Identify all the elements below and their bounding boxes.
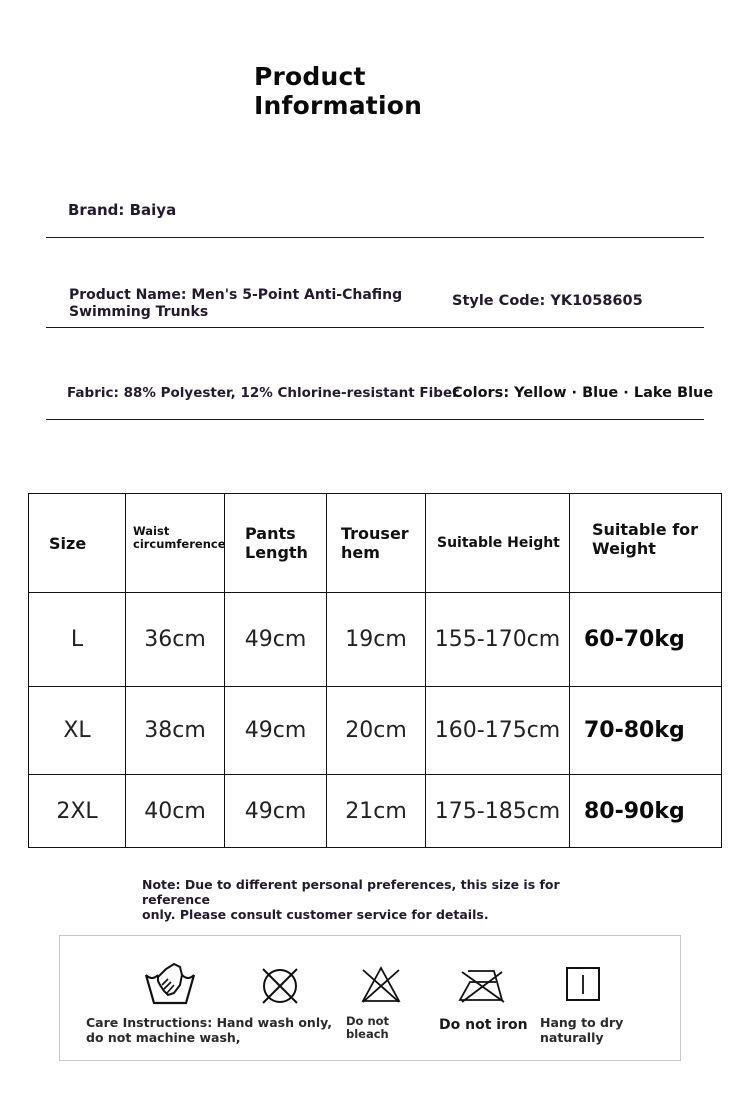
cell-hem: 21cm [327, 775, 426, 848]
title-line-1: Product [254, 62, 366, 91]
care-label-hand-wash: Care Instructions: Hand wash only, do not machine wash, [86, 1015, 333, 1045]
cell-weight: 70-80kg [570, 687, 722, 775]
title-line-2: Information [254, 91, 423, 120]
header-size: Size [29, 494, 126, 593]
care-label-iron: Do not iron [439, 1017, 528, 1033]
cell-size: 2XL [29, 775, 126, 848]
header-suitable-height: Suitable Height [426, 494, 570, 593]
do-not-tumble-dry-icon [260, 966, 300, 1006]
size-chart-table [28, 493, 722, 848]
product-name-line-2: Swimming Trunks [69, 304, 209, 320]
cell-weight: 80-90kg [570, 775, 722, 848]
colors-text: Colors: Yellow · Blue · Lake Blue [452, 385, 714, 401]
size-note: Note: Due to different personal preferences, this size is for reference only. Please consult customer service for details. [142, 877, 560, 922]
fabric-text: Fabric: 88% Polyester, 12% Chlorine-resistant Fiber [67, 385, 459, 401]
table-row [29, 687, 722, 775]
table-row [29, 775, 722, 848]
page-title [254, 62, 422, 120]
table-row [29, 593, 722, 687]
cell-weight: 60-70kg [570, 593, 722, 687]
divider [46, 327, 704, 328]
divider [46, 419, 704, 420]
care-label-bleach: Do not bleach [346, 1014, 390, 1041]
product-name-text [69, 287, 402, 321]
cell-length: 49cm [225, 687, 327, 775]
do-not-bleach-icon [360, 966, 402, 1004]
header-pants-length: Pants Length [225, 494, 327, 593]
style-code-text: Style Code: YK1058605 [452, 293, 643, 309]
do-not-iron-icon [458, 968, 506, 1004]
cell-waist: 38cm [126, 687, 225, 775]
table-header-row [29, 494, 722, 593]
hang-dry-icon [565, 966, 601, 1002]
care-instructions-box [59, 935, 681, 1061]
cell-height: 160-175cm [426, 687, 570, 775]
cell-waist: 36cm [126, 593, 225, 687]
divider [46, 237, 704, 238]
cell-height: 175-185cm [426, 775, 570, 848]
cell-hem: 19cm [327, 593, 426, 687]
header-trouser-hem: Trouser hem [327, 494, 426, 593]
cell-size: L [29, 593, 126, 687]
care-label-hang-dry: Hang to dry naturally [540, 1015, 624, 1045]
cell-size: XL [29, 687, 126, 775]
cell-length: 49cm [225, 593, 327, 687]
cell-hem: 20cm [327, 687, 426, 775]
hand-wash-icon [144, 963, 196, 1005]
cell-length: 49cm [225, 775, 327, 848]
cell-height: 155-170cm [426, 593, 570, 687]
header-suitable-weight: Suitable for Weight [570, 494, 722, 593]
brand-text: Brand: Baiya [68, 201, 177, 219]
cell-waist: 40cm [126, 775, 225, 848]
header-waist: Waist circumference [126, 494, 225, 593]
product-name-line-1: Product Name: Men's 5-Point Anti-Chafing [69, 287, 403, 303]
